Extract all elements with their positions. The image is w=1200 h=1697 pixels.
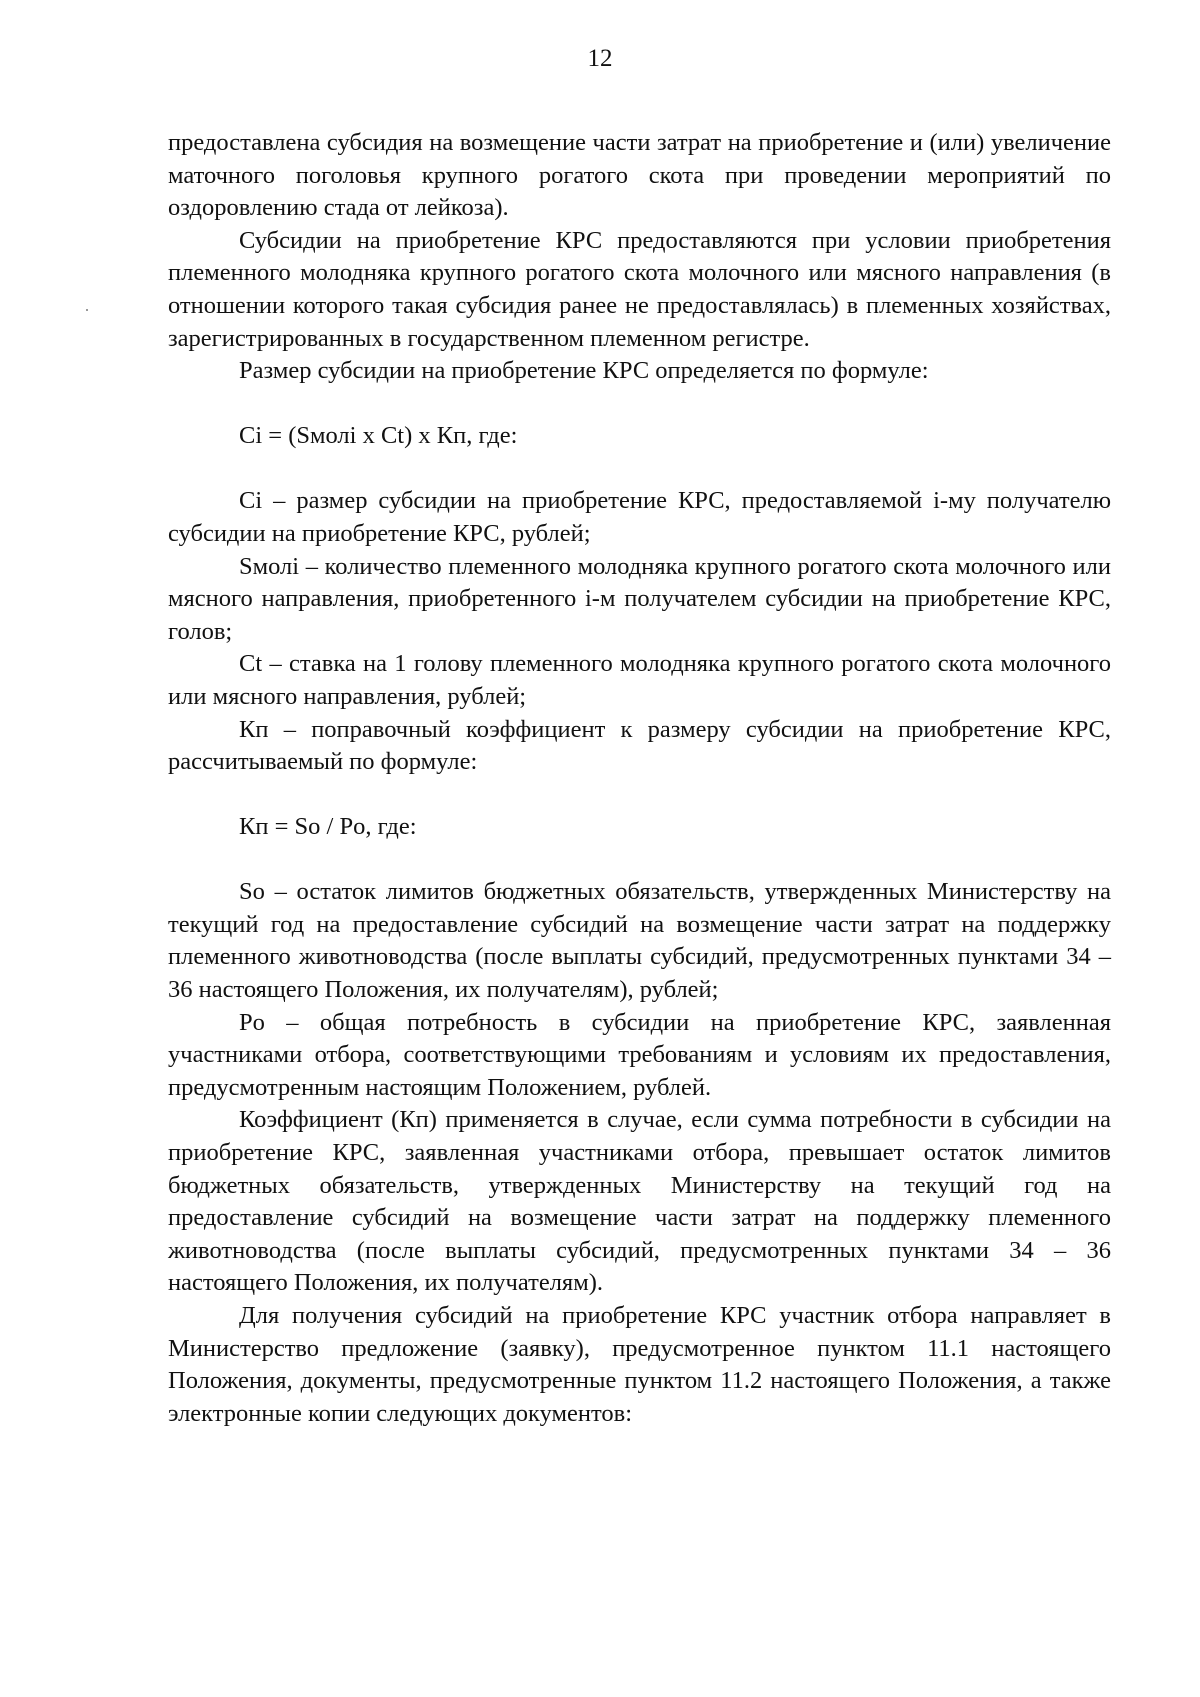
formula-ci: Ci = (Sмолi x Ct) x Кп, где: bbox=[239, 421, 518, 449]
formula-kp: Кп = So / Po, где: bbox=[239, 812, 417, 840]
definition-kp: Кп – поправочный коэффициент к размеру субсидии на приобретение КРС, рассчитываемый по формуле: bbox=[168, 715, 1111, 776]
paragraph-coefficient-condition: Коэффициент (Кп) применяется в случае, если сумма потребности в субсидии на приобретение КРС, заявленная участниками отбора, превышает остаток лимитов бюджетных обязательств, утвержденных Министерству на текущий год на предоставление субсидий на возмещение части затрат на поддержку племенного животноводства (после выплаты субсидий, предусмотренных пунктами 34 – 36 настоящего Положения, их получателям). bbox=[168, 1106, 1111, 1297]
paragraph-application-documents: Для получения субсидий на приобретение КРС участник отбора направляет в Министерство предложение (заявку), предусмотренное пунктом 11.1 настоящего Положения, документы, предусмотренные пунктом 11.2 настоящего Положения, а также электронные копии следующих документов: bbox=[168, 1302, 1111, 1427]
definition-po: Po – общая потребность в субсидии на приобретение КРС, заявленная участниками отбора, соответствующими требованиям и условиям их предоставления, предусмотренным настоящим Положением, рублей. bbox=[168, 1008, 1111, 1101]
paragraph-formula-intro: Размер субсидии на приобретение КРС определяется по формуле: bbox=[239, 357, 929, 385]
definition-ci: Ci – размер субсидии на приобретение КРС, предоставляемой i-му получателю субсидии на приобретение КРС, рублей; bbox=[168, 487, 1111, 547]
definition-smol: Sмолi – количество племенного молодняка крупного рогатого скота молочного или мясного направления, приобретенного i-м получателем субсидии на приобретение КРС, голов; bbox=[168, 552, 1111, 645]
definition-ct: Ct – ставка на 1 голову племенного молодняка крупного рогатого скота молочного или мясного направления, рублей; bbox=[168, 650, 1111, 710]
paragraph-conditions: Субсидии на приобретение КРС предоставляются при условии приобретения племенного молодняка крупного рогатого скота молочного или мясного направления (в отношении которого такая субсидия ранее не предоставлялась) в племенных хозяйствах, зарегистрированных в государственном племенном регистре. bbox=[168, 226, 1111, 352]
definition-so: So – остаток лимитов бюджетных обязательств, утвержденных Министерству на текущий год на предоставление субсидий на возмещение части затрат на поддержку племенного животноводства (после выплаты субсидий, предусмотренных пунктами 34 – 36 настоящего Положения, их получателям), рублей; bbox=[168, 878, 1111, 1004]
page-number: 12 bbox=[587, 45, 613, 72]
scan-speck bbox=[86, 309, 88, 311]
document-body bbox=[168, 127, 1111, 1430]
paragraph-continuation: предоставлена субсидия на возмещение части затрат на приобретение и (или) увеличение маточного поголовья крупного рогатого скота при проведении мероприятий по оздоровлению стада от лейкоза). bbox=[168, 129, 1111, 222]
